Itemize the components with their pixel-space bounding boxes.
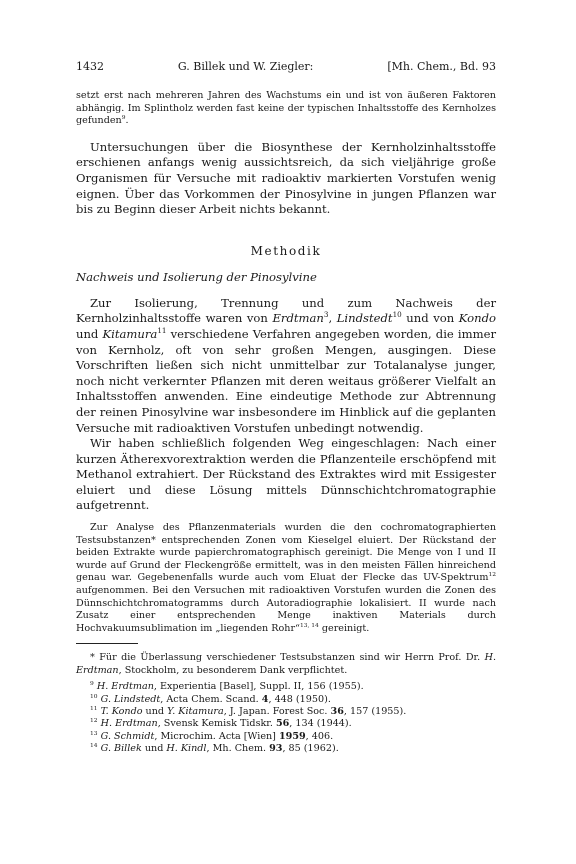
reference-item xyxy=(76,706,496,718)
volume: 4 xyxy=(261,693,269,705)
reference-item xyxy=(76,694,496,706)
reference-item xyxy=(76,731,496,743)
analysis-paragraph xyxy=(76,522,496,635)
text-run: , xyxy=(328,311,337,326)
volume: 36 xyxy=(330,706,344,718)
author-name: Kitamura xyxy=(102,326,158,341)
paragraph-procedure: Wir haben schließlich folgenden Weg eingeschlagen: Nach einer kurzen Ätherexvorextraktion werden die Pflanzenteile erschöpfend mit Methanol extrahiert. Der Rückstand des Extraktes wird mit Essigester eluiert und diese Lösung mittels Dünnschichtchromatographie aufgetrennt. xyxy=(76,436,496,513)
reference-number: 12 xyxy=(90,717,98,725)
footnote-ref: 13, 14 xyxy=(299,621,319,629)
text-run: entsprechenden Zonen vom Kieselgel eluiert. Der Rückstand der beiden Extrakte wurde papierchromatographisch gereinigt. Die Menge von I und II wurde auf Grund der Fleckengröße ermittelt, was in den meisten Fällen hinreichend genau war. Gegebenenfalls wurde auch vom Eluat der Flecke das UV-Spektrum xyxy=(76,534,496,584)
author-name: H. Erdtman xyxy=(100,718,158,730)
text-run: , 85 (1962). xyxy=(282,743,339,755)
text-run: , Experientia [Basel], Suppl. II, 156 (1955). xyxy=(153,681,364,693)
text-run: aufgenommen. Bei den Versuchen mit radioaktiven Vorstufen wurden die Zonen des Dünnschichtchromatogramms durch Autoradiographie lokalisiert. II wurde nach Zusatz einer entsprechenden Menge inaktiven Materials durch Hochvakuumsublimation im „liegenden Rohr“ xyxy=(76,585,496,634)
intro-paragraph: setzt erst nach mehreren Jahren des Wachstums ein und ist von äußeren Faktoren abhängig. Im Splintholz werden fast keine der typischen Inhaltsstoffe des Kernholzes gefunden$^9$. xyxy=(76,90,496,127)
author-name: T. Kondo xyxy=(100,706,143,718)
text-run: , Mh. Chem. xyxy=(206,743,270,755)
reference-list xyxy=(76,681,496,755)
author-name: H. Kindl xyxy=(166,743,207,755)
text-run: Für die Überlassung verschiedener Testsubstanzen sind wir Herrn Prof. Dr. xyxy=(94,652,485,664)
text-run: verschiedene Verfahren angegeben worden, die immer von Kernholz, oft von sehr großen Mengen, ausgingen. Diese Vorschriften ließen sich nicht unmittelbar zur Totalanalyse junger, noch nicht verkernter Pflanzen mit deren weitaus größerer Vielfalt an Inhaltsstoffen anwenden. Eine eindeutige Methode zur Abtrennung der reinen Pinosylvine war insbesondere im Hinblick auf die geplanten Versuche mit radioaktiven Vorstufen unbedingt notwendig. xyxy=(76,326,496,435)
reference-item xyxy=(76,681,496,693)
author-name: G. Billek xyxy=(100,743,142,755)
subsection-heading: Nachweis und Isolierung der Pinosylvine xyxy=(76,269,317,284)
header-journal: [Mh. Chem., Bd. 93 xyxy=(387,60,496,73)
text-run: , 448 (1950). xyxy=(268,693,331,705)
author-name: G. Lindstedt xyxy=(100,693,161,705)
volume: 93 xyxy=(269,743,283,755)
text-run: , Acta Chem. Scand. xyxy=(160,693,262,705)
text-run: , Stockholm, zu besonderem Dank verpflichtet. xyxy=(118,664,348,676)
footnote-divider xyxy=(76,643,138,644)
reference-item xyxy=(76,743,496,755)
reference-number: 13 xyxy=(90,729,98,737)
text-run: , 406. xyxy=(305,730,334,742)
text-run: , 134 (1944). xyxy=(289,718,352,730)
footnote-ref: 3 xyxy=(323,310,329,320)
volume: 1959 xyxy=(278,730,306,742)
author-name: Y. Kitamura xyxy=(167,706,224,718)
text-run: , Microchim. Acta [Wien] xyxy=(154,730,279,742)
paragraph-biosynthesis: Untersuchungen über die Biosynthese der Kernholzinhaltsstoffe erschienen anfangs wenig aussichtsreich, da sich vieljährige große Organismen für Versuche mit radioaktiv markierten Vorstufen wenig eignen. Über das Vorkommen der Pinosylvine in jungen Pflanzen war bis zu Beginn dieser Arbeit nichts bekannt. xyxy=(76,139,496,217)
text-run: gereinigt. xyxy=(318,622,370,634)
footnote-star xyxy=(76,652,496,677)
text-run: Zur Isolierung, Trennung und zum Nachweis der Kernholzinhaltsstoffe waren von xyxy=(76,295,496,326)
footnote-ref: 11 xyxy=(157,326,167,336)
page-number: 1432 xyxy=(76,60,104,73)
text-run: , Svensk Kemisk Tidskr. xyxy=(157,718,276,730)
author-name: Lindstedt xyxy=(336,311,393,326)
header-authors: G. Billek und W. Ziegler: xyxy=(177,60,314,73)
author-name: H. Erdtman xyxy=(76,652,496,676)
section-heading: Methodik xyxy=(250,243,322,258)
reference-number: 9 xyxy=(90,680,94,688)
footnote-star-ref: * xyxy=(150,534,156,546)
footnote-mark: * xyxy=(90,652,95,664)
text-run: , J. Japan. Forest Soc. xyxy=(223,706,331,718)
body-text xyxy=(76,90,496,756)
footnote-ref: 9 xyxy=(121,114,126,121)
author-name: Kondo xyxy=(458,311,496,326)
running-header xyxy=(76,60,496,73)
text-run: Zur Analyse des Pflanzenmaterials wurden die den cochromatographierten Testsubstanzen xyxy=(76,522,496,546)
reference-number: 10 xyxy=(90,692,98,700)
text-run: und xyxy=(142,706,168,718)
reference-number: 11 xyxy=(90,704,98,712)
text-run: , 157 (1955). xyxy=(343,706,407,718)
author-name: Erdtman xyxy=(272,311,324,326)
text-run: und xyxy=(76,326,103,341)
reference-number: 14 xyxy=(90,742,98,750)
footnote-ref: 10 xyxy=(392,310,402,320)
text-run: und xyxy=(141,743,167,755)
author-name: G. Schmidt xyxy=(100,730,155,742)
paragraph-isolation xyxy=(76,296,496,436)
footnote-ref: 12 xyxy=(488,571,496,579)
author-name: H. Erdtman xyxy=(96,681,154,693)
intro-text: setzt erst nach mehreren Jahren des Wachstums ein und ist von äußeren Faktoren abhängig. Im Splintholz werden fast keine der typischen Inhaltsstoffe des Kernholzes gefunden xyxy=(76,90,496,127)
reference-item xyxy=(76,718,496,730)
text-run: und von xyxy=(401,311,459,326)
volume: 56 xyxy=(275,718,290,730)
